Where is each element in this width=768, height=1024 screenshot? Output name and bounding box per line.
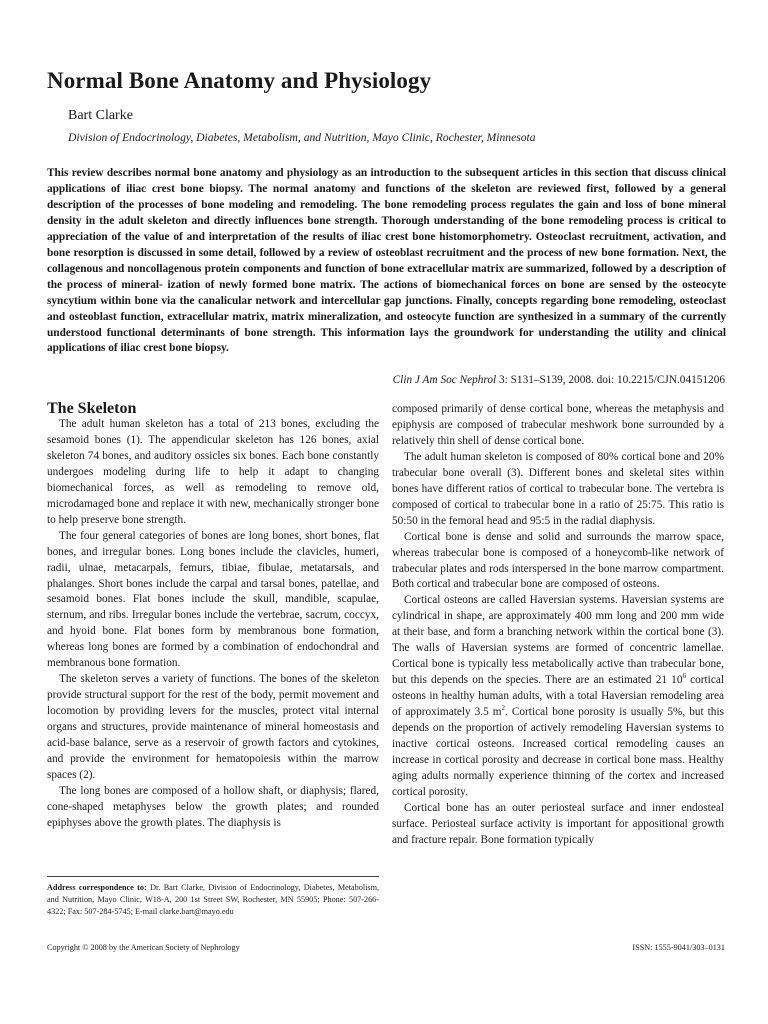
left-column xyxy=(47,417,379,832)
text-run: Cortical osteons are called Haversian systems. Haversian systems are cylindrical in shape, are approximately 400 mm long and 200 mm wide at their base, and form a branching network within the cortical bone (3). The walls of Haversian systems are formed of concentric lamellae. Cortical bone is typically less metabolically active than trabecular bone, but this depends on the species. There are an estimated 21 10 xyxy=(392,594,724,687)
paragraph-continuation: composed primarily of dense cortical bone, whereas the metaphysis and epiphysis are composed of trabecular meshwork bone surrounded by a relatively thin shell of dense cortical bone. xyxy=(392,403,724,447)
correspondence-text: Dr. Bart Clarke, Division of Endocrinology, Diabetes, Metabolism, and Nutrition, Mayo Clinic, W18-A, 200 1st Street SW, Rochester, MN 55905; Phone: 507-266-4322; Fax: 507-284-5745; E-mail clarke.bart@mayo.edu xyxy=(47,883,379,917)
paragraph: The four general categories of bones are long bones, short bones, flat bones, and irregular bones. Long bones include the clavicles, humeri, radii, ulnae, metacarpals, femurs, tibiae, fibulae, metatarsals, and phalanges. Short bones include the carpal and tarsal bones, patellae, and sesamoid bones. Flat bones include the skull, mandible, scapulae, sternum, and ribs. Irregular bones include the vertebrae, sacrum, coccyx, and hyoid bone. Flat bones form by membranous bone formation, whereas long bones are formed by a combination of endochondral and membranous bone formation. xyxy=(47,529,379,670)
author-affiliation: Division of Endocrinology, Diabetes, Metabolism, and Nutrition, Mayo Clinic, Rochester, Minnesota xyxy=(68,131,536,144)
footnote-divider xyxy=(47,876,379,877)
paragraph: The adult human skeleton has a total of 213 bones, excluding the sesamoid bones (1). The appendicular skeleton has 126 bones, axial skeleton 74 bones, and auditory ossicles six bones. Each bone constantly undergoes modeling during life to help it adapt to changing biomechanical forces, as well as remodeling to remove old, microdamaged bone and replace it with new, mechanically stronger bone to help preserve bone strength. xyxy=(47,418,379,526)
paragraph-haversian xyxy=(392,593,724,800)
author-name: Bart Clarke xyxy=(68,108,133,123)
superscript: 2 xyxy=(501,704,506,713)
paragraph: Cortical bone is dense and solid and surrounds the marrow space, whereas trabecular bone is composed of a honeycomb-like network of trabecular plates and rods interspersed in the bone marrow compartment. Both cortical and trabecular bone are composed of osteons. xyxy=(392,530,724,591)
paragraph: Cortical bone has an outer periosteal surface and inner endosteal surface. Periosteal surface activity is important for appositional growth and fracture repair. Bone formation typically xyxy=(392,801,724,846)
superscript: 6 xyxy=(682,672,686,681)
abstract: This review describes normal bone anatomy and physiology as an introduction to the subsequent articles in this section that discuss clinical applications of iliac crest bone biopsy. The normal anatomy and functions of the skeleton are reviewed first, followed by a general description of the processes of bone modeling and remodeling. The bone remodeling process regulates the gain and loss of bone mineral density in the adult skeleton and directly influences bone strength. Thorough understanding of the bone remodeling process is critical to appreciation of the value of and interpretation of the results of iliac crest bone histomorphometry. Osteoclast recruitment, activation, and bone resorption is discussed in some detail, followed by a review of osteoblast recruitment and the process of new bone formation. Next, the collagenous and noncollagenous protein components and function of bone extracellular matrix are summarized, followed by a description of the process of mineral- ization of newly formed bone matrix. The actions of biomechanical forces on bone are sensed by the osteocyte syncytium within bone via the canalicular network and intercellular gap junctions. Finally, concepts regarding bone remodeling, osteoclast and osteoblast function, extracellular matrix, matrix mineralization, and osteocyte function are synthesized in a summary of the currently understood functional determinants of bone strength. This information lays the groundwork for understanding the utility and clinical applications of iliac crest bone biopsy. xyxy=(47,167,726,355)
text-run: . Cortical bone porosity is usually 5%, but this depends on the proportion of actively remodeling Haversian systems to inactive cortical osteons. Increased cortical remodeling causes an increase in cortical porosity and decrease in cortical bone mass. Healthy aging adults normally experience thinning of the cortex and increased cortical porosity. xyxy=(392,706,724,798)
citation-journal: Clin J Am Soc Nephrol xyxy=(392,374,497,386)
citation xyxy=(393,374,725,386)
issn: ISSN: 1555-9041/303–0131 xyxy=(632,943,725,952)
section-heading: The Skeleton xyxy=(47,400,137,417)
citation-details: 3: S131–S139, 2008. doi: 10.2215/CJN.04151206 xyxy=(499,374,725,386)
copyright-notice: Copyright © 2008 by the American Society of Nephrology xyxy=(47,943,240,952)
paragraph: The skeleton serves a variety of functions. The bones of the skeleton provide structural support for the rest of the body, permit movement and locomotion by providing levers for the muscles, protect vital internal organs and structures, provide maintenance of mineral homeostasis and acid-base balance, serve as a reservoir of growth factors and cytokines, and provide the environment for hematopoiesis within the marrow spaces (2). xyxy=(47,673,379,781)
paragraph: The long bones are composed of a hollow shaft, or diaphysis; flared, cone-shaped metaphyses below the growth plates; and rounded epiphyses above the growth plates. The diaphysis is xyxy=(47,784,379,829)
correspondence-address xyxy=(47,882,379,919)
right-column xyxy=(392,402,724,849)
correspondence-label: Address correspondence to: xyxy=(47,883,147,892)
paragraph: The adult human skeleton is composed of 80% cortical bone and 20% trabecular bone overall (3). Different bones and skeletal sites within bones have different ratios of cortical to trabecular bone. The vertebra is composed of cortical to trabecular bone in a ratio of 25:75. This ratio is 50:50 in the femoral head and 95:5 in the radial diaphysis. xyxy=(392,450,724,527)
article-title: Normal Bone Anatomy and Physiology xyxy=(47,68,432,93)
text-run: cortical osteons in healthy human adults, with a total Haversian remodeling area of approximately 3.5 m xyxy=(392,674,724,719)
